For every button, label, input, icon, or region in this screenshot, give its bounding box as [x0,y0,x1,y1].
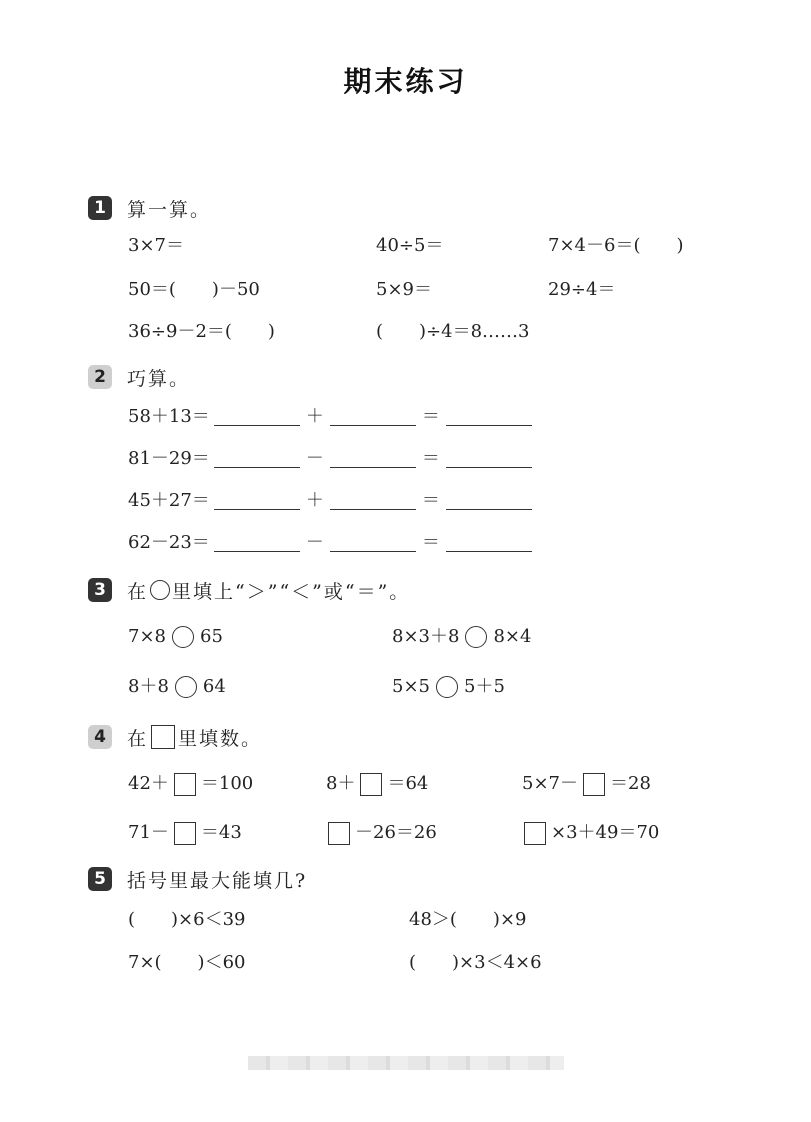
square-icon [151,725,175,749]
problem-lead: 81－29＝ [128,448,210,469]
fill-box[interactable] [174,773,196,796]
section-4-header [88,724,262,750]
fill-post: ＝43 [200,822,242,843]
problem: 29÷4＝ [548,279,616,300]
answer-blank[interactable] [330,492,416,510]
compare-right: 64 [202,676,226,697]
problem: 7×( )＜60 [128,952,246,973]
answer-blank[interactable] [214,408,300,426]
problem-lead: 58＋13＝ [128,406,210,427]
answer-blank[interactable] [214,534,300,552]
operator: － [305,448,324,469]
problem: ( )÷4＝8……3 [376,321,530,342]
answer-blank[interactable] [446,450,532,468]
compare-left: 5×5 [392,676,430,697]
section-number: 2 [88,365,112,389]
answer-blank[interactable] [330,534,416,552]
fill-problem [519,820,659,846]
answer-blank[interactable] [446,534,532,552]
problem: 50＝( )－50 [128,279,260,300]
operator: － [305,532,324,553]
problem-row [128,488,536,514]
fill-problem [128,820,242,846]
problem: ( )×6＜39 [128,909,246,930]
compare-right: 65 [200,626,223,647]
fill-problem [522,771,651,797]
fill-pre: 5×7－ [522,773,578,794]
fill-box[interactable] [360,773,382,796]
section-number: 3 [88,578,112,602]
compare-right: 5＋5 [464,676,505,697]
fill-pre: 71－ [128,822,169,843]
section-heading: 括号里最大能填几? [127,869,308,892]
operator: ＝ [421,490,440,511]
fill-pre: 42＋ [128,773,169,794]
compare-problem [392,624,531,650]
section-3-header [88,577,410,603]
fill-post: －26＝26 [355,822,437,843]
section-5-header [88,866,307,892]
section-number: 1 [88,196,112,220]
problem: 5×9＝ [376,279,432,300]
operator: ＝ [421,448,440,469]
fill-box[interactable] [524,822,546,845]
problem-row [128,404,536,430]
circle-icon [150,580,170,600]
problem: 40÷5＝ [376,235,444,256]
problem: ( )×3＜4×6 [409,952,542,973]
problem-row [128,446,536,472]
fill-post: ＝100 [200,773,254,794]
compare-left: 8×3＋8 [392,626,460,647]
fill-post: ＝28 [610,773,651,794]
answer-blank[interactable] [214,492,300,510]
fill-pre: 8＋ [326,773,356,794]
operator: ＝ [421,532,440,553]
heading-text: 在 [127,580,149,603]
compare-circle[interactable] [175,676,197,698]
answer-blank[interactable] [330,450,416,468]
answer-blank[interactable] [214,450,300,468]
section-heading [127,724,262,751]
operator: ＋ [305,406,324,427]
problem: 36÷9－2＝( ) [128,321,275,342]
compare-right: 8×4 [493,626,532,647]
heading-text: 里填上“＞”“＜”或“＝”。 [172,580,411,603]
fill-post: ＝64 [387,773,429,794]
fill-post: ×3＋49＝70 [551,822,660,843]
section-number: 5 [88,867,112,891]
section-heading: 算一算。 [127,198,212,221]
fill-box[interactable] [328,822,350,845]
section-number: 4 [88,725,112,749]
section-2-header [88,364,190,390]
answer-blank[interactable] [446,492,532,510]
operator: ＋ [305,490,324,511]
section-heading: 巧算。 [127,367,191,390]
section-heading [127,577,410,604]
operator: ＝ [421,406,440,427]
compare-problem [392,674,505,700]
compare-left: 7×8 [128,626,166,647]
problem-lead: 62－23＝ [128,532,210,553]
heading-text: 里填数。 [178,727,263,750]
compare-circle[interactable] [465,626,487,648]
fill-box[interactable] [583,773,605,796]
compare-problem [128,624,223,650]
problem-lead: 45＋27＝ [128,490,210,511]
heading-text: 在 [127,727,149,750]
problem: 48＞( )×9 [409,909,527,930]
answer-blank[interactable] [446,408,532,426]
compare-circle[interactable] [436,676,458,698]
fill-problem [323,820,437,846]
compare-circle[interactable] [172,626,194,648]
watermark-strip [248,1056,564,1070]
compare-left: 8＋8 [128,676,169,697]
fill-box[interactable] [174,822,196,845]
problem: 3×7＝ [128,235,184,256]
fill-problem [326,771,428,797]
compare-problem [128,674,226,700]
answer-blank[interactable] [330,408,416,426]
problem-row [128,530,536,556]
problem: 7×4－6＝( ) [548,235,684,256]
page-title: 期末练习 [343,65,468,98]
fill-problem [128,771,253,797]
section-1-header [88,195,211,221]
